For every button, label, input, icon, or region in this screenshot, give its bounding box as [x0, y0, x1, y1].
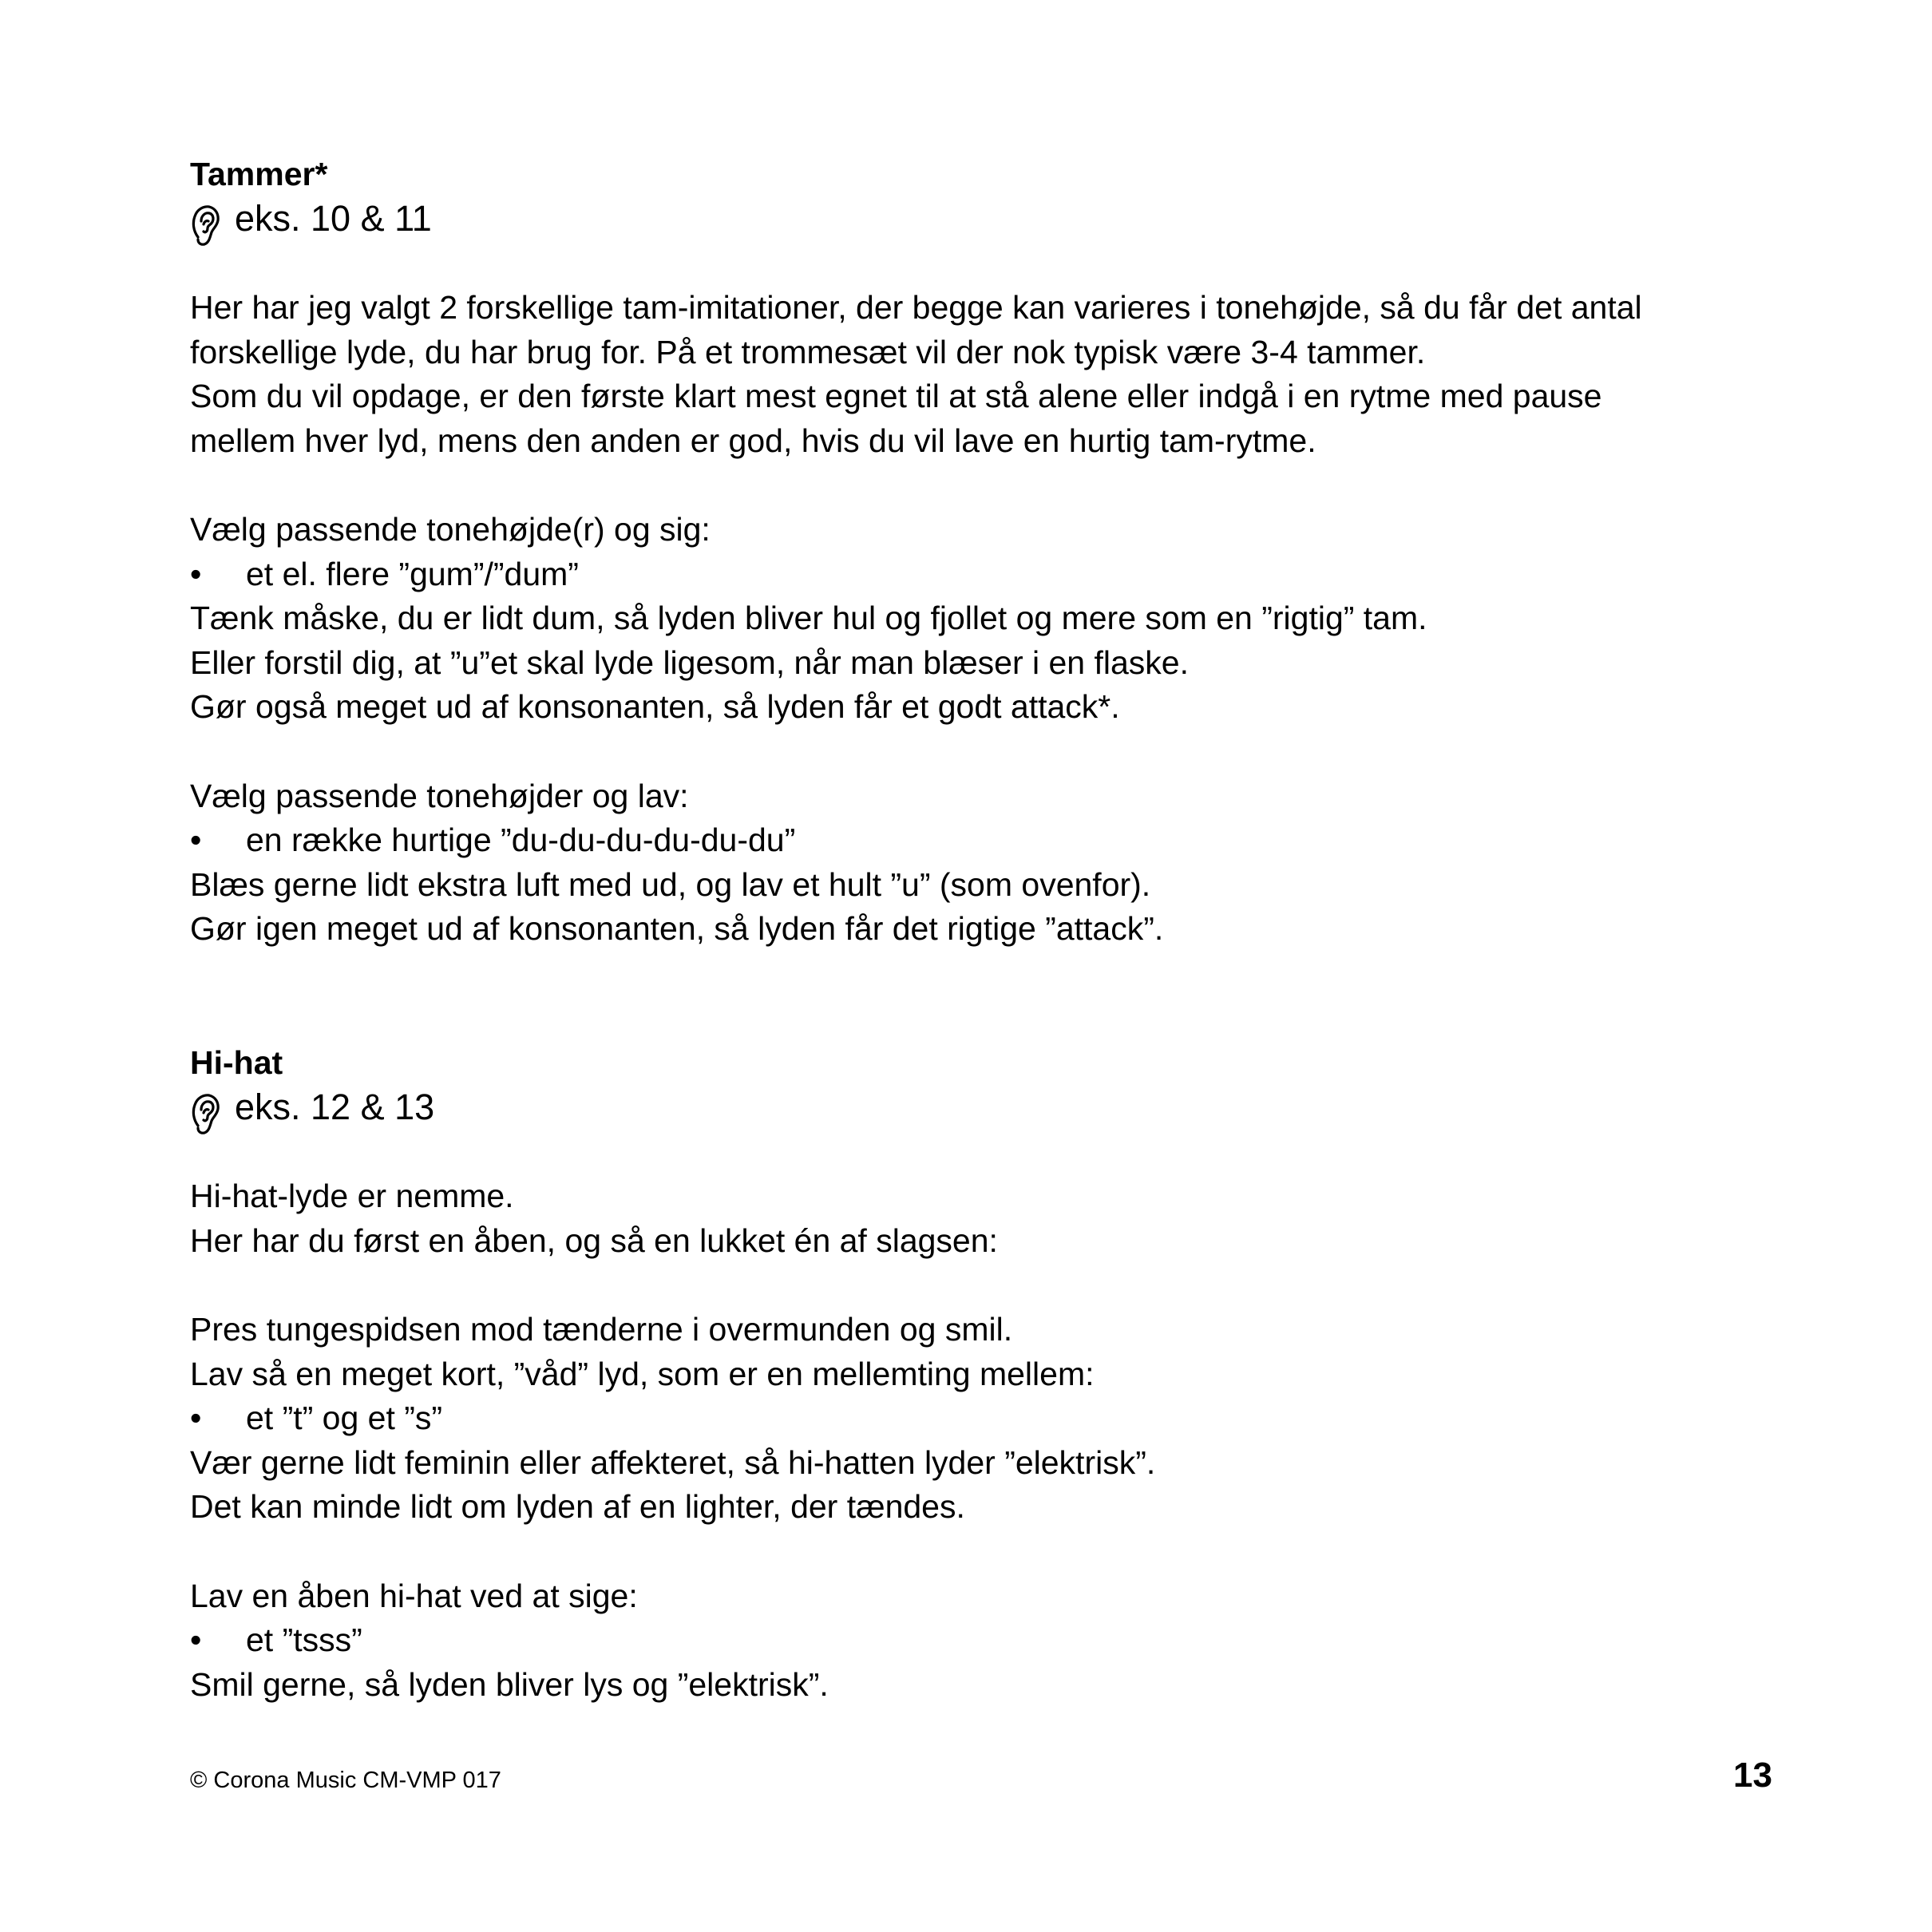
paragraph-line: Gør også meget ud af konsonanten, så lyden får et godt attack*. — [190, 688, 1120, 725]
page-number: 13 — [1733, 1756, 1772, 1795]
paragraph-line: Her har du først en åben, og så en lukket én af slagsen: — [190, 1221, 998, 1259]
paragraph-line: mellem hver lyd, mens den anden er god, hvis du vil lave en hurtig tam-rytme. — [190, 422, 1316, 459]
paragraph-line: Det kan minde lidt om lyden af en lighter, der tændes. — [190, 1488, 965, 1525]
bullet-item — [190, 818, 1779, 863]
section-heading-tammer: Tammer* — [190, 156, 328, 192]
bullet-item — [190, 1618, 1779, 1663]
paragraph-line: Hi-hat-lyde er nemme. — [190, 1178, 514, 1214]
section-hi-hat — [190, 1040, 1779, 1707]
paragraph-line: Som du vil opdage, er den første klart mest egnet til at stå alene eller indgå i en rytme med pause — [190, 378, 1602, 414]
paragraph-line: Pres tungespidsen mod tænderne i overmunden og smil. — [190, 1311, 1013, 1348]
instruction-intro: Vælg passende tonehøjde(r) og sig: — [190, 511, 711, 548]
bullet-text: et ”tsss” — [246, 1621, 362, 1658]
instruction-intro: Lav en åben hi-hat ved at sige: — [190, 1577, 638, 1614]
paragraph-line: Smil gerne, så lyden bliver lys og ”elektrisk”. — [190, 1665, 829, 1703]
instruction-intro: Vælg passende tonehøjder og lav: — [190, 777, 689, 814]
section-tammer — [190, 152, 1779, 952]
bullet-marker: • — [190, 1621, 202, 1658]
paragraph-line: Blæs gerne lidt ekstra luft med ud, og lav et hult ”u” (som ovenfor). — [190, 865, 1151, 903]
paragraph-line: Eller forstil dig, at ”u”et skal lyde ligesom, når man blæser i en flaske. — [190, 643, 1190, 681]
bullet-text: et el. flere ”gum”/”dum” — [246, 555, 579, 592]
bullet-item — [190, 552, 1779, 597]
listen-reference — [190, 1085, 1779, 1130]
section-heading-hi-hat: Hi-hat — [190, 1044, 283, 1081]
bullet-item — [190, 1396, 1779, 1441]
bullet-marker: • — [190, 821, 202, 858]
listen-reference-text: eks. 12 & 13 — [235, 1087, 435, 1127]
paragraph-line: Vær gerne lidt feminin eller affekteret, så hi-hatten lyder ”elektrisk”. — [190, 1443, 1156, 1481]
bullet-text: en række hurtige ”du-du-du-du-du-du” — [246, 821, 796, 858]
bullet-text: et ”t” og et ”s” — [246, 1400, 443, 1436]
paragraph-line: forskellige lyde, du har brug for. På et trommesæt vil der nok typisk være 3-4 tammer. — [190, 333, 1426, 370]
ear-icon — [190, 1092, 220, 1135]
paragraph-line: Lav så en meget kort, ”våd” lyd, som er en mellemting mellem: — [190, 1355, 1095, 1392]
copyright-footer: © Corona Music CM-VMP 017 — [190, 1768, 501, 1793]
bullet-marker: • — [190, 555, 202, 592]
ear-icon — [190, 204, 220, 247]
paragraph-line: Her har jeg valgt 2 forskellige tam-imitationer, der begge kan varieres i tonehøjde, så du får det antal — [190, 289, 1642, 326]
paragraph-line: Gør igen meget ud af konsonanten, så lyden får det rigtige ”attack”. — [190, 910, 1164, 947]
listen-reference — [190, 196, 1779, 241]
paragraph-line: Tænk måske, du er lidt dum, så lyden bliver hul og fjollet og mere som en ”rigtig” tam. — [190, 600, 1427, 636]
bullet-marker: • — [190, 1400, 202, 1436]
listen-reference-text: eks. 10 & 11 — [235, 198, 432, 239]
